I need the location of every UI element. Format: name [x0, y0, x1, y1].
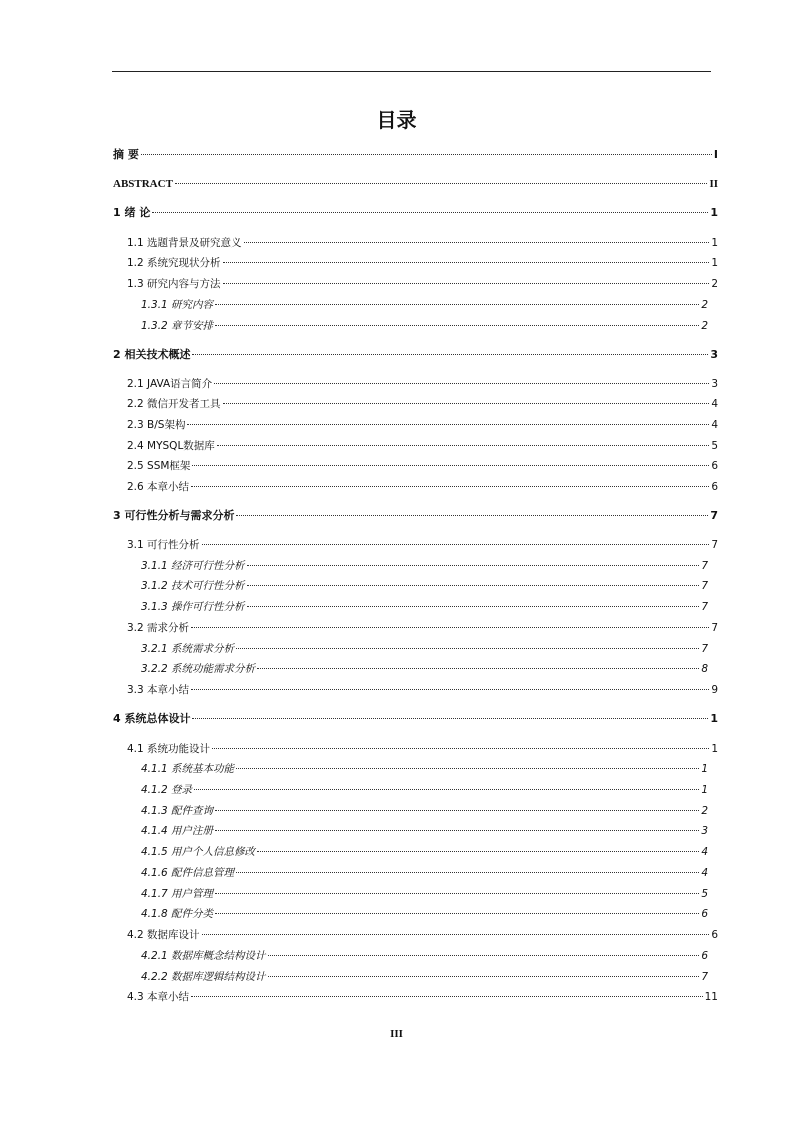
page-title: 目录 — [376, 108, 417, 132]
toc-entry[interactable] — [113, 988, 718, 1006]
toc-dot-leader — [247, 565, 700, 566]
toc-entry-page: 7 — [701, 643, 708, 655]
toc-dot-leader — [191, 689, 709, 690]
toc-entry-page: 3 — [710, 348, 718, 361]
toc-entry-page: 7 — [711, 539, 718, 551]
toc-entry-label: 4.1.2 登录 — [141, 784, 193, 796]
toc-dot-leader — [191, 996, 703, 997]
toc-entry[interactable] — [113, 395, 718, 413]
toc-entry[interactable] — [113, 926, 718, 944]
toc-entry-page: 7 — [711, 622, 718, 634]
toc-dot-leader — [215, 893, 699, 894]
toc-dot-leader — [236, 515, 708, 516]
toc-entry[interactable] — [113, 822, 708, 840]
toc-entry-page: 2 — [701, 805, 708, 817]
toc-dot-leader — [244, 242, 710, 243]
toc-dot-leader — [247, 606, 700, 607]
toc-entry-page: 7 — [701, 971, 708, 983]
toc-entry[interactable] — [113, 437, 718, 455]
toc-entry-label: 4.2.2 数据库逻辑结构设计 — [141, 971, 266, 983]
toc-dot-leader — [268, 955, 700, 956]
toc-entry-page: 4 — [711, 419, 718, 431]
toc-entry-page: 11 — [704, 991, 718, 1003]
toc-entry-page: 7 — [701, 560, 708, 572]
toc-entry[interactable] — [113, 864, 708, 882]
toc-entry[interactable] — [113, 478, 718, 496]
toc-entry[interactable] — [113, 843, 708, 861]
toc-entry-label: 3.1.3 操作可行性分析 — [141, 601, 245, 613]
toc-dot-leader — [141, 154, 712, 155]
toc-entry-page: 4 — [701, 846, 708, 858]
toc-entry[interactable] — [113, 254, 718, 272]
toc-entry[interactable] — [113, 885, 708, 903]
toc-entry[interactable] — [113, 457, 718, 475]
toc-entry[interactable] — [113, 536, 718, 554]
toc-entry-label: 2.4 MYSQL数据库 — [127, 440, 215, 452]
toc-dot-leader — [191, 627, 709, 628]
toc-entry-page: 2 — [701, 299, 708, 311]
toc-entry-label: 3.2.2 系统功能需求分析 — [141, 663, 256, 675]
toc-dot-leader — [223, 262, 710, 263]
toc-entry[interactable] — [113, 346, 718, 364]
toc-entry[interactable] — [113, 619, 718, 637]
toc-entry[interactable] — [113, 681, 718, 699]
toc-entry-label: 2.2 微信开发者工具 — [127, 398, 221, 410]
toc-entry-page: 6 — [711, 481, 718, 493]
page-number: III — [390, 1028, 403, 1040]
toc-entry-page: 6 — [701, 950, 708, 962]
toc-dot-leader — [268, 976, 700, 977]
toc-entry-label: 1.3 研究内容与方法 — [127, 278, 221, 290]
toc-entry-label: 3 可行性分析与需求分析 — [113, 509, 235, 522]
toc-entry-label: 4.3 本章小结 — [127, 991, 190, 1003]
toc-entry-label: 3.1 可行性分析 — [127, 539, 200, 551]
toc-dot-leader — [215, 830, 699, 831]
toc-entry-label: 2.1 JAVA语言简介 — [127, 378, 213, 390]
toc-entry-label: 1.3.1 研究内容 — [141, 299, 214, 311]
toc-entry-label: ABSTRACT — [113, 178, 173, 190]
toc-dot-leader — [217, 445, 710, 446]
toc-entry-page: 6 — [701, 908, 708, 920]
toc-entry-label: 4.1.4 用户注册 — [141, 825, 214, 837]
toc-entry-page: 3 — [711, 378, 718, 390]
toc-entry[interactable] — [113, 557, 708, 575]
toc-dot-leader — [191, 486, 709, 487]
toc-entry-page: 8 — [701, 663, 708, 675]
toc-entry[interactable] — [113, 275, 718, 293]
toc-entry-page: 1 — [710, 712, 718, 725]
toc-entry-page: 1 — [711, 237, 718, 249]
toc-entry-page: 5 — [711, 440, 718, 452]
toc-entry[interactable] — [113, 947, 708, 965]
toc-entry-label: 4.1.8 配件分类 — [141, 908, 214, 920]
toc-dot-leader — [192, 354, 708, 355]
toc-entry-label: 1.1 选题背景及研究意义 — [127, 237, 242, 249]
toc-dot-leader — [212, 748, 709, 749]
toc-entry[interactable] — [113, 660, 708, 678]
toc-entry-label: 4.2.1 数据库概念结构设计 — [141, 950, 266, 962]
toc-entry[interactable] — [113, 296, 708, 314]
toc-entry-page: 7 — [701, 601, 708, 613]
toc-entry-label: 4.2 数据库设计 — [127, 929, 200, 941]
toc-entry-page: 1 — [701, 763, 708, 775]
toc-entry-page: 7 — [701, 580, 708, 592]
toc-dot-leader — [223, 283, 710, 284]
toc-entry[interactable] — [113, 234, 718, 252]
toc-dot-leader — [215, 913, 699, 914]
toc-entry[interactable] — [113, 905, 708, 923]
toc-entry-page: 1 — [710, 206, 718, 219]
toc-entry-page: 6 — [711, 929, 718, 941]
toc-entry-label: 4.1.1 系统基本功能 — [141, 763, 235, 775]
toc-entry[interactable] — [113, 640, 708, 658]
toc-dot-leader — [257, 668, 699, 669]
toc-dot-leader — [236, 872, 699, 873]
toc-entry[interactable] — [113, 968, 708, 986]
toc-entry-label: 4.1.3 配件查询 — [141, 805, 214, 817]
toc-entry[interactable] — [113, 416, 718, 434]
toc-dot-leader — [194, 789, 699, 790]
toc-dot-leader — [257, 851, 699, 852]
toc-entry-label: 2.3 B/S架构 — [127, 419, 186, 431]
toc-entry-label: 3.3 本章小结 — [127, 684, 190, 696]
toc-entry-label: 2.6 本章小结 — [127, 481, 190, 493]
toc-entry-label: 3.2.1 系统需求分析 — [141, 643, 235, 655]
toc-dot-leader — [152, 212, 708, 213]
toc-dot-leader — [247, 585, 700, 586]
toc-entry-label: 2.5 SSM框架 — [127, 460, 191, 472]
toc-entry-label: 1.3.2 章节安排 — [141, 320, 214, 332]
toc-entry[interactable] — [113, 175, 718, 193]
toc-entry-page: 7 — [710, 509, 718, 522]
toc-entry[interactable] — [113, 781, 708, 799]
toc-entry-label: 1 绪 论 — [113, 206, 151, 219]
toc-dot-leader — [175, 183, 708, 184]
toc-entry-label: 3.1.1 经济可行性分析 — [141, 560, 245, 572]
toc-entry[interactable] — [113, 375, 718, 393]
toc-dot-leader — [192, 465, 709, 466]
toc-entry-label: 2 相关技术概述 — [113, 348, 191, 361]
toc-entry-page: 3 — [701, 825, 708, 837]
toc-entry-page: I — [713, 148, 718, 161]
toc-entry-page: II — [709, 178, 718, 190]
toc-entry-label: 摘 要 — [113, 148, 139, 161]
toc-entry-page: 1 — [701, 784, 708, 796]
toc-dot-leader — [202, 544, 710, 545]
toc-entry-page: 6 — [711, 460, 718, 472]
toc-entry[interactable] — [113, 146, 718, 164]
toc-entry-page: 5 — [701, 888, 708, 900]
toc-dot-leader — [236, 648, 699, 649]
toc-entry[interactable] — [113, 507, 718, 525]
toc-entry-page: 2 — [711, 278, 718, 290]
toc-entry[interactable] — [113, 760, 708, 778]
toc-entry-page: 1 — [711, 743, 718, 755]
toc-entry[interactable] — [113, 598, 708, 616]
toc-dot-leader — [236, 768, 699, 769]
toc-entry-page: 4 — [701, 867, 708, 879]
toc-dot-leader — [214, 383, 709, 384]
toc-entry-label: 3.2 需求分析 — [127, 622, 190, 634]
toc-entry-label: 4.1.7 用户管理 — [141, 888, 214, 900]
toc-entry-label: 4.1 系统功能设计 — [127, 743, 211, 755]
toc-entry[interactable] — [113, 204, 718, 222]
toc-entry[interactable] — [113, 802, 708, 820]
toc-entry[interactable] — [113, 317, 708, 335]
toc-entry-page: 2 — [701, 320, 708, 332]
toc-dot-leader — [187, 424, 709, 425]
toc-entry-label: 3.1.2 技术可行性分析 — [141, 580, 245, 592]
toc-dot-leader — [192, 718, 708, 719]
toc-dot-leader — [215, 325, 699, 326]
toc-entry-label: 4 系统总体设计 — [113, 712, 191, 725]
toc-dot-leader — [215, 304, 699, 305]
toc-entry-label: 4.1.5 用户个人信息修改 — [141, 846, 256, 858]
toc-entry-label: 1.2 系统究现状分析 — [127, 257, 221, 269]
toc-entry-page: 1 — [711, 257, 718, 269]
toc-entry-label: 4.1.6 配件信息管理 — [141, 867, 235, 879]
toc-entry[interactable] — [113, 740, 718, 758]
toc-dot-leader — [223, 403, 710, 404]
toc-entry-page: 4 — [711, 398, 718, 410]
toc-entry[interactable] — [113, 710, 718, 728]
toc-dot-leader — [215, 810, 699, 811]
header-rule — [112, 71, 711, 72]
toc-entry-page: 9 — [711, 684, 718, 696]
toc-dot-leader — [202, 934, 710, 935]
toc-entry[interactable] — [113, 577, 708, 595]
